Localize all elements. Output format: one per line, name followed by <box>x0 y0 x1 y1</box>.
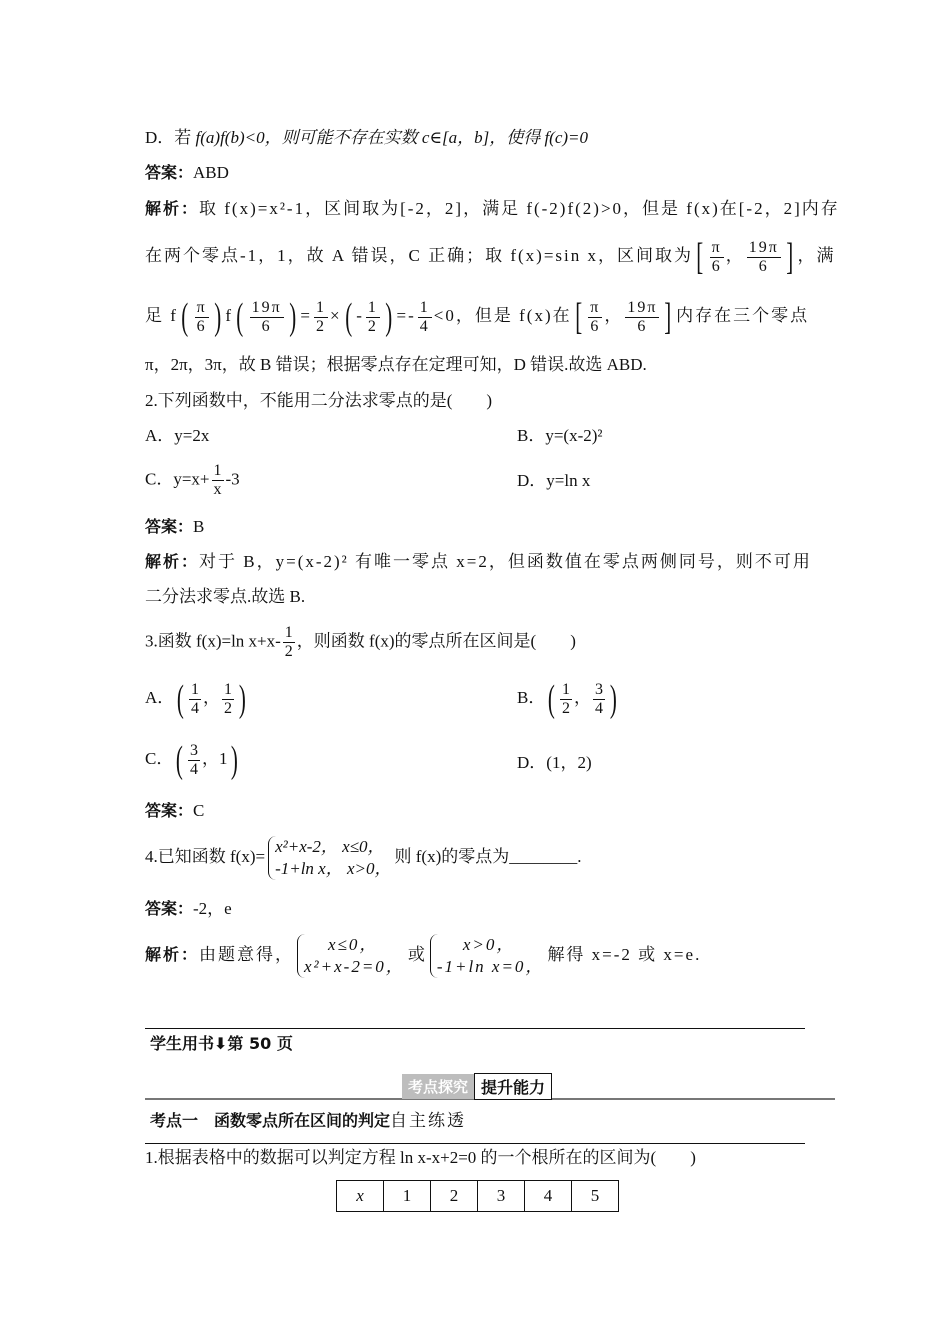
q1-solution-line4: π，2π，3π，故 B 错误；根据零点存在定理可知，D 错误.故选 ABD. <box>145 355 647 374</box>
q1-solution-line1: 解析：取 f(x)=x²-1，区间取为[-2，2]，满足 f(-2)f(2)>0，但是 f(x)在[-2，2]内存 <box>145 199 840 218</box>
q2-solution-line1: 解析：对于 B，y=(x-2)² 有唯一零点 x=2，但函数值在零点两侧同号，则不可用 <box>145 552 812 571</box>
section-heading: 考点一 函数零点所在区间的判定自主练透 <box>150 1111 467 1130</box>
divider-top <box>145 1028 805 1029</box>
q2-option-d: D．y=ln x <box>517 471 591 490</box>
table-cell: 2 <box>431 1181 478 1212</box>
section-banner <box>402 1073 552 1100</box>
q4-solution: 解析：由题意得， x≤0， x²+x-2=0， 或 x>0， -1+ln x=0， 解得 x=-2 或 x=e. <box>145 935 702 976</box>
q2-solution-line2: 二分法求零点.故选 B. <box>145 587 306 606</box>
banner-right: 提升能力 <box>474 1073 552 1100</box>
table-cell: 3 <box>478 1181 525 1212</box>
q2-answer: 答案：B <box>145 517 205 536</box>
q3-option-c: C．( $\frac{3}{4}$ ，1) <box>145 739 238 781</box>
q4-piecewise: x²+x-2， x≤0， -1+ln x， x>0， <box>268 836 391 880</box>
divider-section <box>145 1143 805 1144</box>
q1-solution-line3: 足 f( $\frac{\pi}{6}$ ) f( $\frac{19\pi}{6}$ ) = $\frac{1}{2}$ ×( - $\frac{1}{2}$ ) =- $\frac{1}{4}$ <0，但是 f(x)在[ $\frac{\pi}{6}$ ， $\frac{19\pi}{6}$ ] 内存在三个零点 <box>145 296 810 338</box>
q2-stem: 2.下列函数中，不能用二分法求零点的是( ) <box>145 391 493 410</box>
q1-option-d: D．若 f(a)f(b)<0，则可能不存在实数 c∈[a，b]，使得 f(c)=0 <box>145 128 589 147</box>
book-page-ref: 学生用书⬇第 50 页 <box>150 1034 293 1053</box>
q3-option-b: B．( $\frac{1}{2}$ ， $\frac{3}{4}$ ) <box>517 678 617 720</box>
table-cell: x <box>337 1181 384 1212</box>
table-cell: 5 <box>572 1181 619 1212</box>
q4-stem: 4.已知函数 f(x)= x²+x-2， x≤0， -1+ln x， x>0， 则 f(x)的零点为________. <box>145 837 582 878</box>
q2-option-b: B．y=(x-2)² <box>517 426 603 445</box>
table-cell: 1 <box>384 1181 431 1212</box>
q4-system-2: x>0， -1+ln x=0， <box>430 934 545 978</box>
q2-option-a: A．y=2x <box>145 426 210 445</box>
table-cell: 4 <box>525 1181 572 1212</box>
data-table <box>336 1180 619 1212</box>
q1-answer: 答案：ABD <box>145 163 229 182</box>
q3-answer: 答案：C <box>145 801 205 820</box>
q3-option-a: A．( $\frac{1}{4}$ ， $\frac{1}{2}$ ) <box>145 678 246 720</box>
q4-answer: 答案：-2，e <box>145 899 232 918</box>
q4-system-1: x≤0， x²+x-2=0， <box>297 934 405 978</box>
table-row <box>337 1181 619 1212</box>
q1-solution-line2: 在两个零点-1，1，故 A 错误，C 正确；取 f(x)=sin x，区间取为[ $\frac{\pi}{6}$ ， $\frac{19\pi}{6}$ ] ，满 <box>145 236 836 278</box>
q3-option-d: D．(1，2) <box>517 753 592 772</box>
banner-left: 考点探究 <box>402 1074 474 1099</box>
next-q1-stem: 1.根据表格中的数据可以判定方程 ln x-x+2=0 的一个根所在的区间为( ) <box>145 1148 696 1167</box>
q3-stem: 3.函数 f(x)=ln x+x- $\frac{1}{2}$ ，则函数 f(x)的零点所在区间是( ) <box>145 624 576 660</box>
q2-option-c: C．y=x+ $\frac{1}{x}$ -3 <box>145 462 240 498</box>
